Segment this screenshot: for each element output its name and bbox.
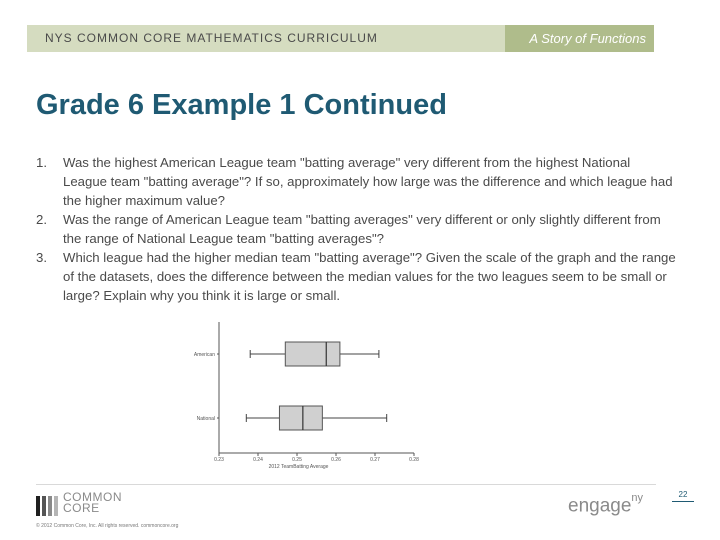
- module-label: A Story of Functions: [529, 31, 646, 46]
- tick-label: 0.24: [253, 457, 263, 463]
- question-number: 1.: [36, 155, 47, 170]
- question-text: Which league had the higher median team "batting average"? Given the scale of the graph and the range of the datasets, does the difference between the median values for the two leagues seem to be small or large? Explain why you think it is large or small.: [63, 250, 676, 303]
- question-item: [36, 210, 676, 248]
- logo-line-1: COMMON: [63, 490, 122, 504]
- logo-line-2: CORE: [63, 501, 100, 515]
- engageny-logo: [568, 492, 644, 517]
- copyright-text: © 2012 Common Core, Inc. All rights reserved. commoncore.org: [36, 523, 179, 529]
- module-badge: [505, 25, 654, 52]
- question-item: [36, 153, 676, 210]
- category-label: National: [196, 416, 215, 422]
- box: [279, 406, 322, 430]
- box-plot: [185, 322, 425, 472]
- page-title: Grade 6 Example 1 Continued: [36, 89, 447, 121]
- footer-divider: [36, 484, 656, 485]
- question-item: [36, 248, 676, 305]
- curriculum-label: NYS COMMON CORE MATHEMATICS CURRICULUM: [45, 31, 378, 45]
- tick-label: 0.25: [292, 457, 302, 463]
- question-list: [36, 153, 676, 305]
- question-text: Was the range of American League team "batting averages" very different or only slightly different from the range of National League team "batting averages"?: [63, 212, 661, 246]
- tick-label: 0.28: [409, 457, 419, 463]
- x-axis-label: 2012 TeamBatting Average: [268, 464, 329, 470]
- tick-label: 0.27: [370, 457, 380, 463]
- header-bar: [27, 25, 654, 52]
- brand-text: engage: [568, 495, 632, 517]
- page-number: 22: [672, 489, 694, 502]
- box: [285, 342, 340, 366]
- brand-superscript: ny: [631, 492, 644, 504]
- tick-label: 0.26: [331, 457, 341, 463]
- tick-label: 0.23: [214, 457, 224, 463]
- question-text: Was the highest American League team "batting average" very different from the highest National League team "batting average"? If so, approximately how large was the difference and which league had the higher maximum value?: [63, 155, 673, 208]
- category-label: American: [193, 352, 215, 358]
- common-core-wordmark: [63, 492, 122, 514]
- question-number: 3.: [36, 250, 47, 265]
- question-number: 2.: [36, 212, 47, 227]
- box-plot-svg: [185, 322, 425, 472]
